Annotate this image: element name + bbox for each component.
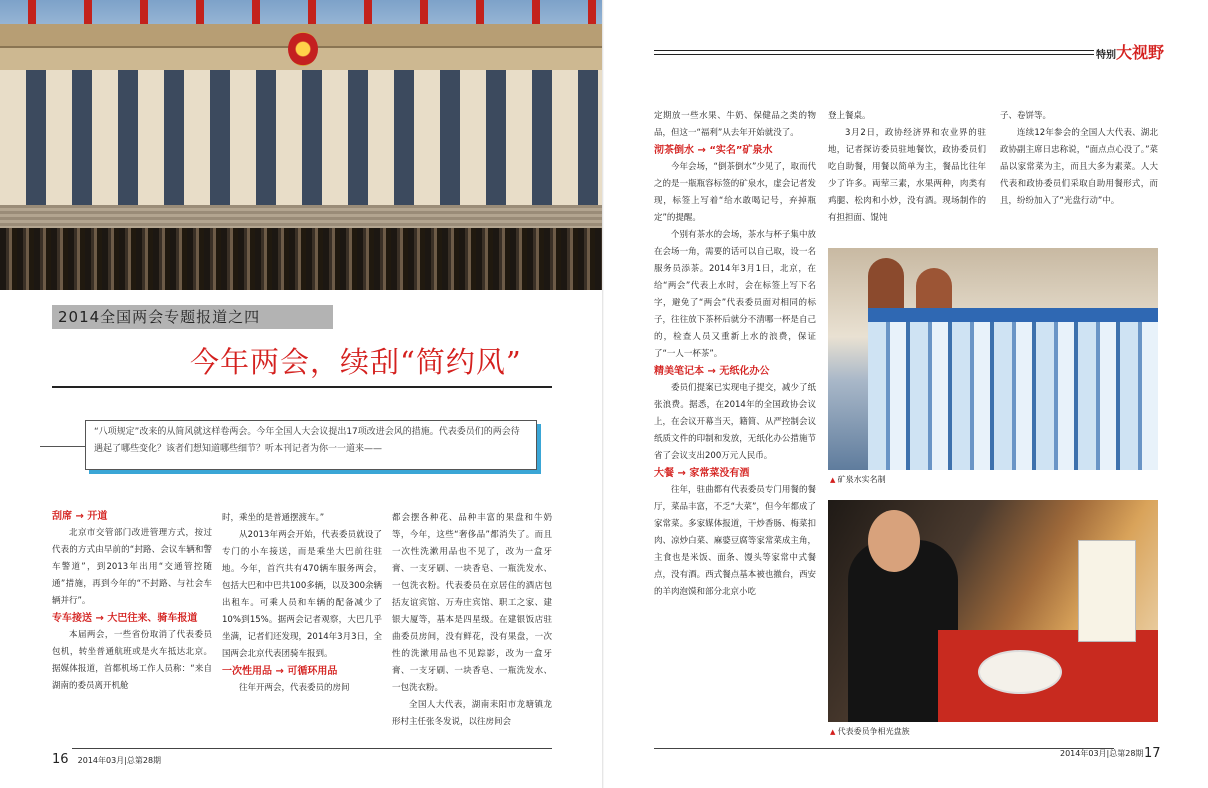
text-column-3 — [392, 510, 552, 731]
paragraph: 从2013年两会开始，代表委员就设了专门的小车接送，而是乘坐大巴前往驻地。今年，首汽共有470辆车服务两会，包括大巴和中巴共100多辆，以及300余辆出租车。可乘人员和车辆的配备减少了10%到15%。据两会记者观察，大巴几乎坐满，记者们还发现，2014年3月3日，全国两会北京代表团骑车报到。 — [222, 530, 382, 659]
subheading: 大餐 → 家常菜没有酒 — [654, 468, 750, 479]
subheading: 专车接送 → 大巴往来、骑车报道 — [52, 613, 198, 624]
paragraph: 全国人大代表，湖南耒阳市龙塘镇龙形村主任张冬发说，以往房间会 — [392, 700, 552, 727]
paragraph: 往年，驻曲都有代表委员专门用餐的餐厅，菜品丰富，不乏“大菜”，但今年都成了家常菜。多家媒体报道，干炒香肠、梅菜扣肉、凉炒白菜、麻婆豆腐等家常菜成主角，主食也是米饭、面条、馒头等家常中式餐点，没有酒。西式餐点基本被也撤台，西安的羊肉泡馍和部分北京小吃 — [654, 485, 816, 597]
article-headline: 今年两会，续刮“简约风” — [190, 345, 522, 379]
page-number: 17 — [1144, 746, 1161, 761]
text-column-c — [1000, 108, 1158, 210]
page-footer — [52, 748, 552, 767]
paragraph: 连续12年参会的全国人大代表、湖北政协副主席日忠称说，“面点点心没了。”菜品以家常菜为主，而且大多为素菜。人大代表和政协委员们采取自助用餐形式，而且，纷纷加入了“光盘行动”中。 — [1000, 128, 1158, 206]
issue-info: 2014年03月|总第28期 — [77, 756, 162, 765]
national-emblem-icon — [288, 32, 318, 66]
water-bottles-photo — [828, 248, 1158, 470]
section-logo: 特别大视野 — [1096, 43, 1165, 62]
paragraph: 都会摆各种花、品种丰富的果盘和牛奶等，今年，这些“奢侈品”都消失了。而且一次性洗漱用品也不见了，改为一盒牙膏、一支牙刷、一块香皂、一瓶洗发水、一包洗衣粉。代表委员在京居住的酒店包括友谊宾馆、万寿庄宾馆、职工之家、建银大厦等，基本是四星级。在建银饭店驻曲委员房间，没有鲜花，没有果盘，一次性的洗漱用品也不见踪影，改为一盒牙膏、一支牙刷、一块香皂、一瓶洗发水、一包洗衣粉。 — [392, 513, 552, 693]
article-summary: “八项规定”改来的从简风就这样卷两会。今年全国人大会议提出17项改进会风的措施。代表委员们的两会待遇起了哪些变化？该者们想知道哪些细节？听本刊记者为你一一道来—— — [85, 420, 537, 470]
right-page — [604, 0, 1208, 788]
paragraph: 时，乘坐的是普通摆渡车。” — [222, 513, 325, 523]
paragraph: 子、卷饼等。 — [1000, 111, 1052, 121]
photo-caption: ▲ 矿泉水实名制 — [830, 474, 886, 485]
subheading: 沏茶倒水 → “实名”矿泉水 — [654, 145, 773, 156]
page-number: 16 — [52, 752, 69, 767]
paragraph: 3月2日，政协经济界和农业界的驻地，记者探访委员驻地餐饮，政协委员们吃自助餐，用餐以简单为主，餐品比往年少了许多。両荤三素，水果两种，肉类有鸡腿、松肉和小炒，没有酒。现场制作的有担担面、馄饨 — [828, 128, 986, 223]
buffet-photo — [828, 500, 1158, 722]
headline-rule — [52, 386, 552, 388]
text-column-b — [828, 108, 986, 227]
photo-caption: ▲ 代表委员争相光盘族 — [830, 726, 910, 737]
paragraph: 个别有茶水的会场，茶水与杯子集中放在会场一角，需要的话可以自己取，设一名服务员添茶。2014年3月1日，北京，在给“两会”代表上水时，会在标签上写下名字，避免了“两会”代表委员面对相同的标子，往往放下茶杯后就分不清哪一杯是自己的，检查人员又重新上水的浪费，保证了“一人一杯茶”。 — [654, 230, 816, 359]
text-column-1 — [52, 508, 212, 695]
paragraph: 往年开两会，代表委员的房间 — [239, 683, 350, 693]
paragraph: 登上餐桌。 — [828, 111, 871, 121]
paragraph: 委员们提案已实现电子提交，减少了纸张浪费。据悉，在2014年的全国政协会议上，在会议开幕当天，籍简、从严控制会议纸质文件的印制和发放，无纸化办公措施节省了会议支出200万元人民币。 — [654, 383, 816, 461]
paragraph: 本届两会，一些省份取消了代表委员包机，转坐普通航班或是火车抵达北京。据媒体报道，首都机场工作人员称：“来自湖南的委员离开机舱 — [52, 630, 212, 691]
paragraph: 北京市交管部门改进管理方式，按过代表的方式由早前的“封路、会议车辆和警车警道”，到2013年出用“交通管控随通”措施，再到今年的“不封路、与社会车辆并行”。 — [52, 528, 212, 606]
paragraph: 定期放一些水果、牛奶、保健品之类的物品，但这一“福利”从去年开始就没了。 — [654, 111, 816, 138]
issue-info: 2014年03月|总第28期 — [1060, 749, 1144, 758]
series-banner: 2014全国两会专题报道之四 — [52, 305, 333, 329]
text-column-2 — [222, 510, 382, 697]
great-hall-photo — [0, 0, 604, 290]
text-column-a — [654, 108, 816, 601]
paragraph: 今年会场，“倒茶倒水”少见了，取而代之的是一瓶瓶容标签的矿泉水，虚会记者发现，标签上写着“给水敢喝记号，弃掉瓶定”的提醒。 — [654, 162, 816, 223]
subheading: 一次性用品 → 可循环用品 — [222, 666, 338, 677]
subheading: 刮席 → 开道 — [52, 511, 108, 522]
subheading: 精美笔记本 → 无纸化办公 — [654, 366, 770, 377]
